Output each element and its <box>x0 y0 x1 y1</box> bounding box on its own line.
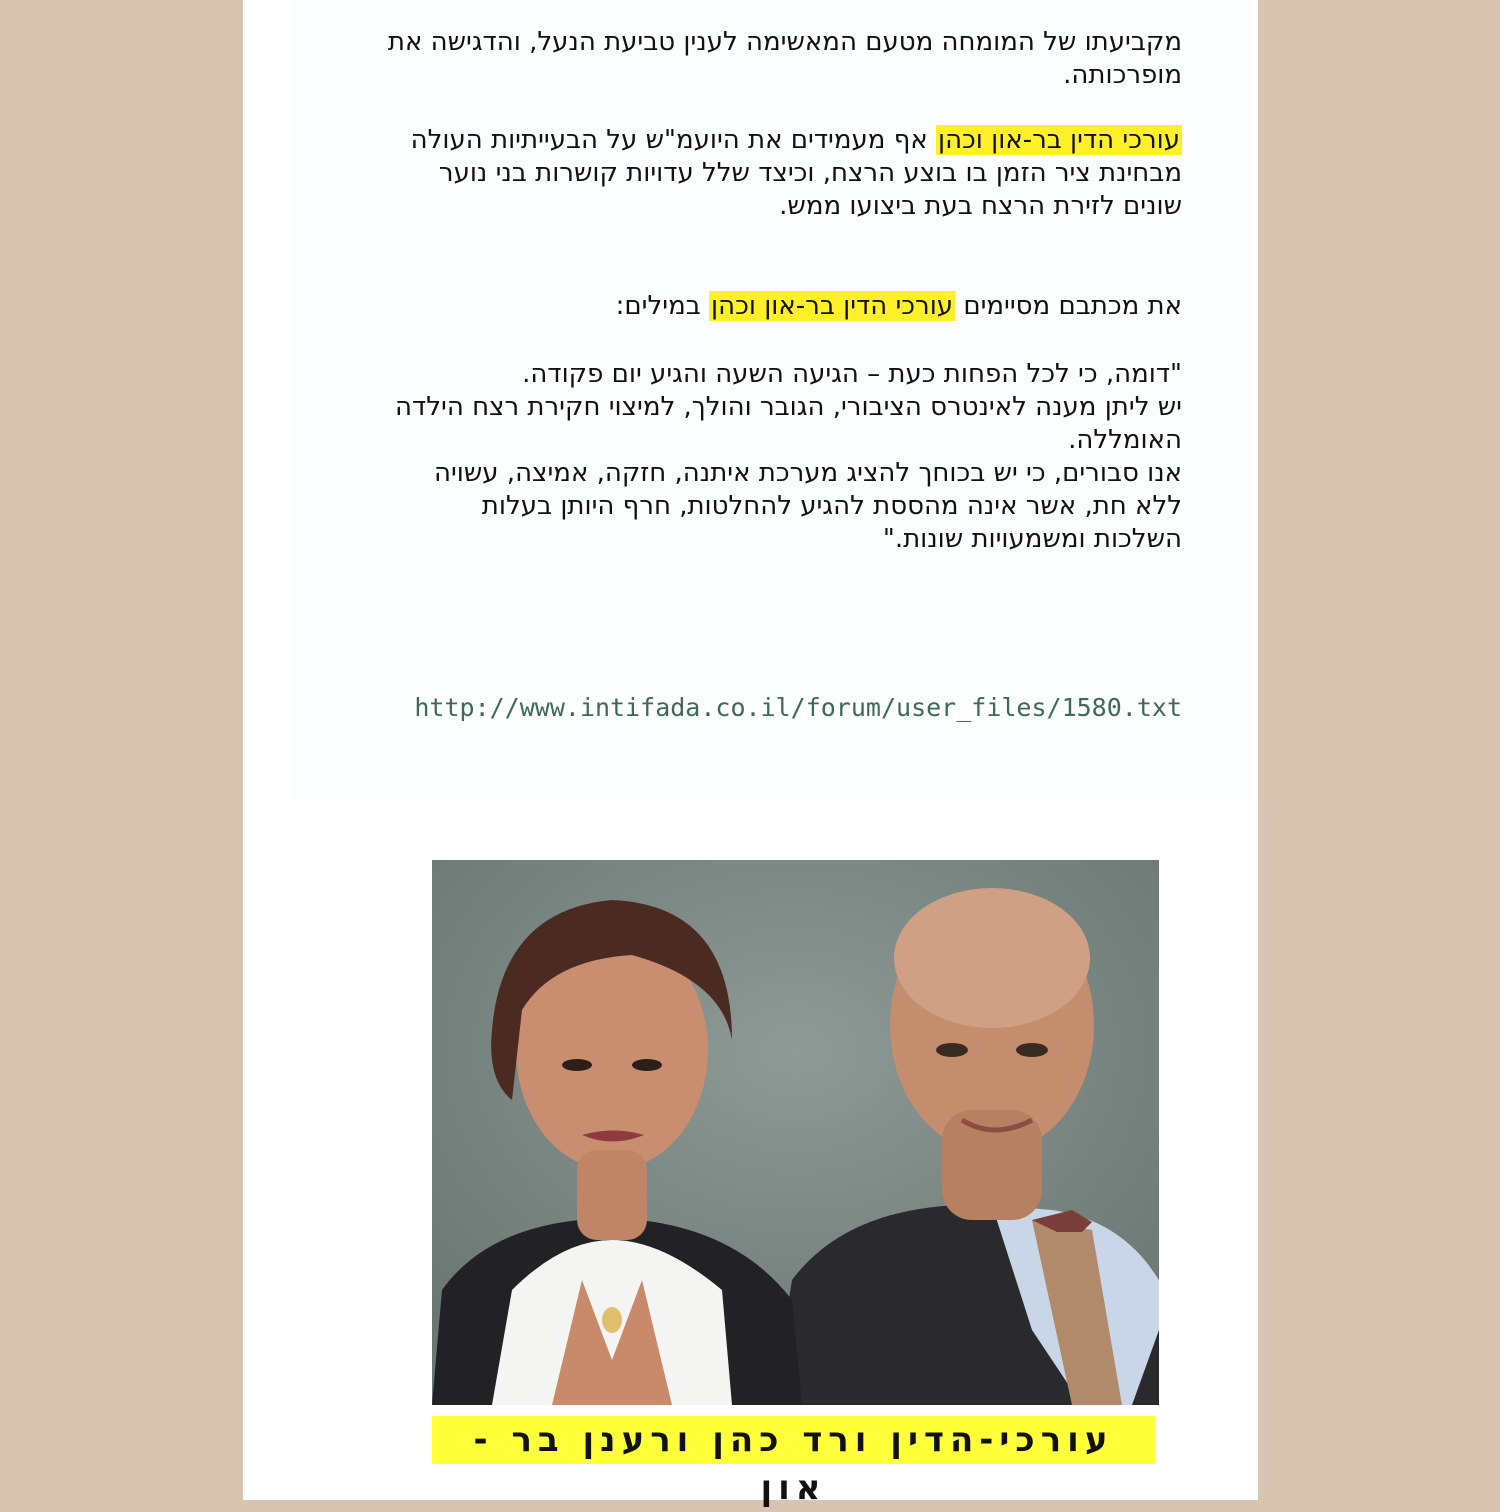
quote-line-5: ללא חת, אשר אינה מהססת להגיע להחלטות, חרף היותן בעלות <box>481 491 1182 521</box>
lawyers-portrait-illustration <box>432 860 1159 1405</box>
paragraph-2-line-1-text: אף מעמידים את היועמ"ש על הבעייתיות העולה <box>410 125 936 155</box>
quote-line-2: יש ליתן מענה לאינטרס הציבורי, הגובר והולך, למיצוי חקירת רצח הילדה <box>395 392 1182 422</box>
paragraph-3 <box>616 290 1182 323</box>
quote-line-1: "דומה, כי לכל הפחות כעת – הגיעה השעה והגיע יום פקודה. <box>522 359 1182 389</box>
paragraph-2-line-3: שונים לזירת הרצח בעת ביצועו ממש. <box>779 191 1182 221</box>
photo-caption: עורכי-הדין ורד כהן ורענן בר - און <box>432 1416 1155 1464</box>
paragraph-2-line-1 <box>411 124 1182 157</box>
lawyers-highlight: עורכי הדין בר-און וכהן <box>937 125 1180 155</box>
quote-line-4: אנו סבורים, כי יש בכוחך להציג מערכת איתנה, חזקה, אמיצה, עשויה <box>433 458 1182 488</box>
source-link[interactable]: http://www.intifada.co.il/forum/user_files/1580.txt <box>414 693 1182 722</box>
paragraph-2-line-2: מבחינת ציר הזמן בו בוצע הרצח, וכיצד שלל עדויות קושרות בני נוער <box>438 158 1182 188</box>
paragraph-2 <box>411 124 1182 223</box>
paragraph-3-line <box>616 290 1182 323</box>
quote-line-3: האומללה. <box>1068 425 1182 455</box>
paragraph-3-before: את מכתבם מסיימים <box>955 291 1182 321</box>
lawyers-highlight-2: עורכי הדין בר-און וכהן <box>711 291 954 321</box>
paragraph-1-text: מקביעתו של המומחה מטעם המאשימה לענין טביעת הנעל, והדגישה את מופרכותה. <box>387 27 1182 90</box>
paragraph-1 <box>297 26 1182 92</box>
lawyers-photo <box>432 860 1159 1405</box>
paragraph-3-after: במילים: <box>615 291 710 321</box>
quote-line-6: השלכות ומשמעויות שונות." <box>882 524 1182 554</box>
quote-block <box>395 358 1182 556</box>
